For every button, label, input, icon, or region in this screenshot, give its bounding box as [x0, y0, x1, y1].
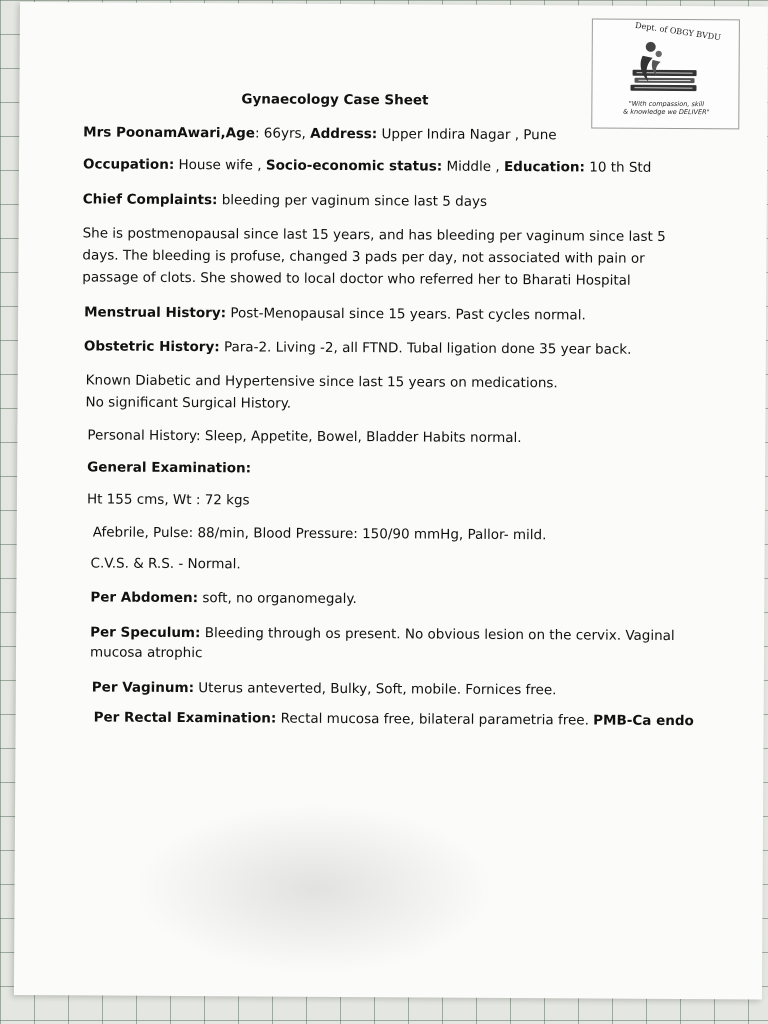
obstetric-history-label: Obstetric History: [83, 338, 220, 356]
medical-history-line-1: Known Diabetic and Hypertensive since last 15 years on medications. [85, 372, 558, 392]
per-vaginum-label: Per Vaginum: [91, 679, 195, 697]
case-sheet-page [14, 2, 768, 1000]
education-label: Education: [503, 158, 586, 176]
patient-age: : 66yrs, [254, 125, 306, 142]
chief-complaints-value: bleeding per vaginum since last 5 days [221, 192, 488, 210]
education-value: 10 th Std [589, 159, 652, 176]
logo-tagline: "With compassion, skill & knowledge we DELIVER" [623, 99, 710, 117]
occupation-value: House wife , [178, 156, 262, 174]
cvs-rs: C.V.S. & R.S. - Normal. [90, 555, 241, 573]
chief-complaints [83, 189, 487, 212]
per-speculum-label: Per Speculum: [90, 624, 201, 642]
per-rectal-examination [94, 707, 694, 732]
occupation-label: Occupation: [82, 156, 175, 173]
per-abdomen [90, 587, 357, 610]
history-line-1: She is postmenopausal since last 15 years, and has bleeding per vaginum since last 5 [82, 225, 666, 245]
menstrual-history-label: Menstrual History: [84, 304, 227, 322]
per-abdomen-value: soft, no organomegaly. [202, 590, 357, 608]
ses-value: Middle , [446, 158, 500, 175]
page-title: Gynaecology Case Sheet [241, 91, 429, 109]
per-rectal-label: Per Rectal Examination: [93, 709, 277, 727]
occupation-details [83, 154, 651, 178]
patient-name-label: Mrs PoonamAwari,Age [83, 124, 256, 142]
menstrual-history-value: Post-Menopausal since 15 years. Past cycles normal. [230, 305, 586, 324]
obstetric-history [84, 336, 632, 360]
general-examination-heading: General Examination: [87, 459, 252, 477]
address-value: Upper Indira Nagar , Pune [381, 126, 557, 144]
per-vaginum [92, 677, 557, 701]
chief-complaints-label: Chief Complaints: [82, 191, 218, 209]
per-abdomen-label: Per Abdomen: [90, 589, 199, 607]
per-speculum-value: Bleeding through os present. No obvious lesion on the cervix. Vaginal [204, 625, 675, 645]
personal-history: Personal History: Sleep, Appetite, Bowel, Bladder Habits normal. [87, 427, 522, 447]
patient-details [83, 122, 557, 146]
obstetric-history-value: Para-2. Living -2, all FTND. Tubal ligation done 35 year back. [223, 339, 632, 358]
medical-history-line-2: No significant Surgical History. [85, 394, 292, 412]
history-line-3: passage of clots. She showed to local doctor who referred her to Bharati Hospital [82, 269, 631, 289]
height-weight: Ht 155 cms, Wt : 72 kgs [86, 491, 250, 509]
department-logo [591, 18, 740, 129]
per-rectal-value: Rectal mucosa free, bilateral parametria free. [280, 710, 589, 729]
per-speculum-continued: mucosa atrophic [89, 644, 203, 662]
menstrual-history [84, 302, 586, 326]
history-line-2: days. The bleeding is profuse, changed 3 pads per day, not associated with pain or [82, 247, 645, 267]
address-label: Address: [310, 125, 378, 143]
ses-label: Socio-economic status: [265, 157, 443, 175]
vitals: Afebrile, Pulse: 88/min, Blood Pressure: 150/90 mmHg, Pallor- mild. [92, 524, 547, 544]
provisional-diagnosis: PMB-Ca endo [593, 712, 694, 730]
per-vaginum-value: Uterus anteverted, Bulky, Soft, mobile. Fornices free. [198, 680, 557, 699]
logo-dept-text: Dept. of OBGY BVDU [634, 20, 722, 43]
